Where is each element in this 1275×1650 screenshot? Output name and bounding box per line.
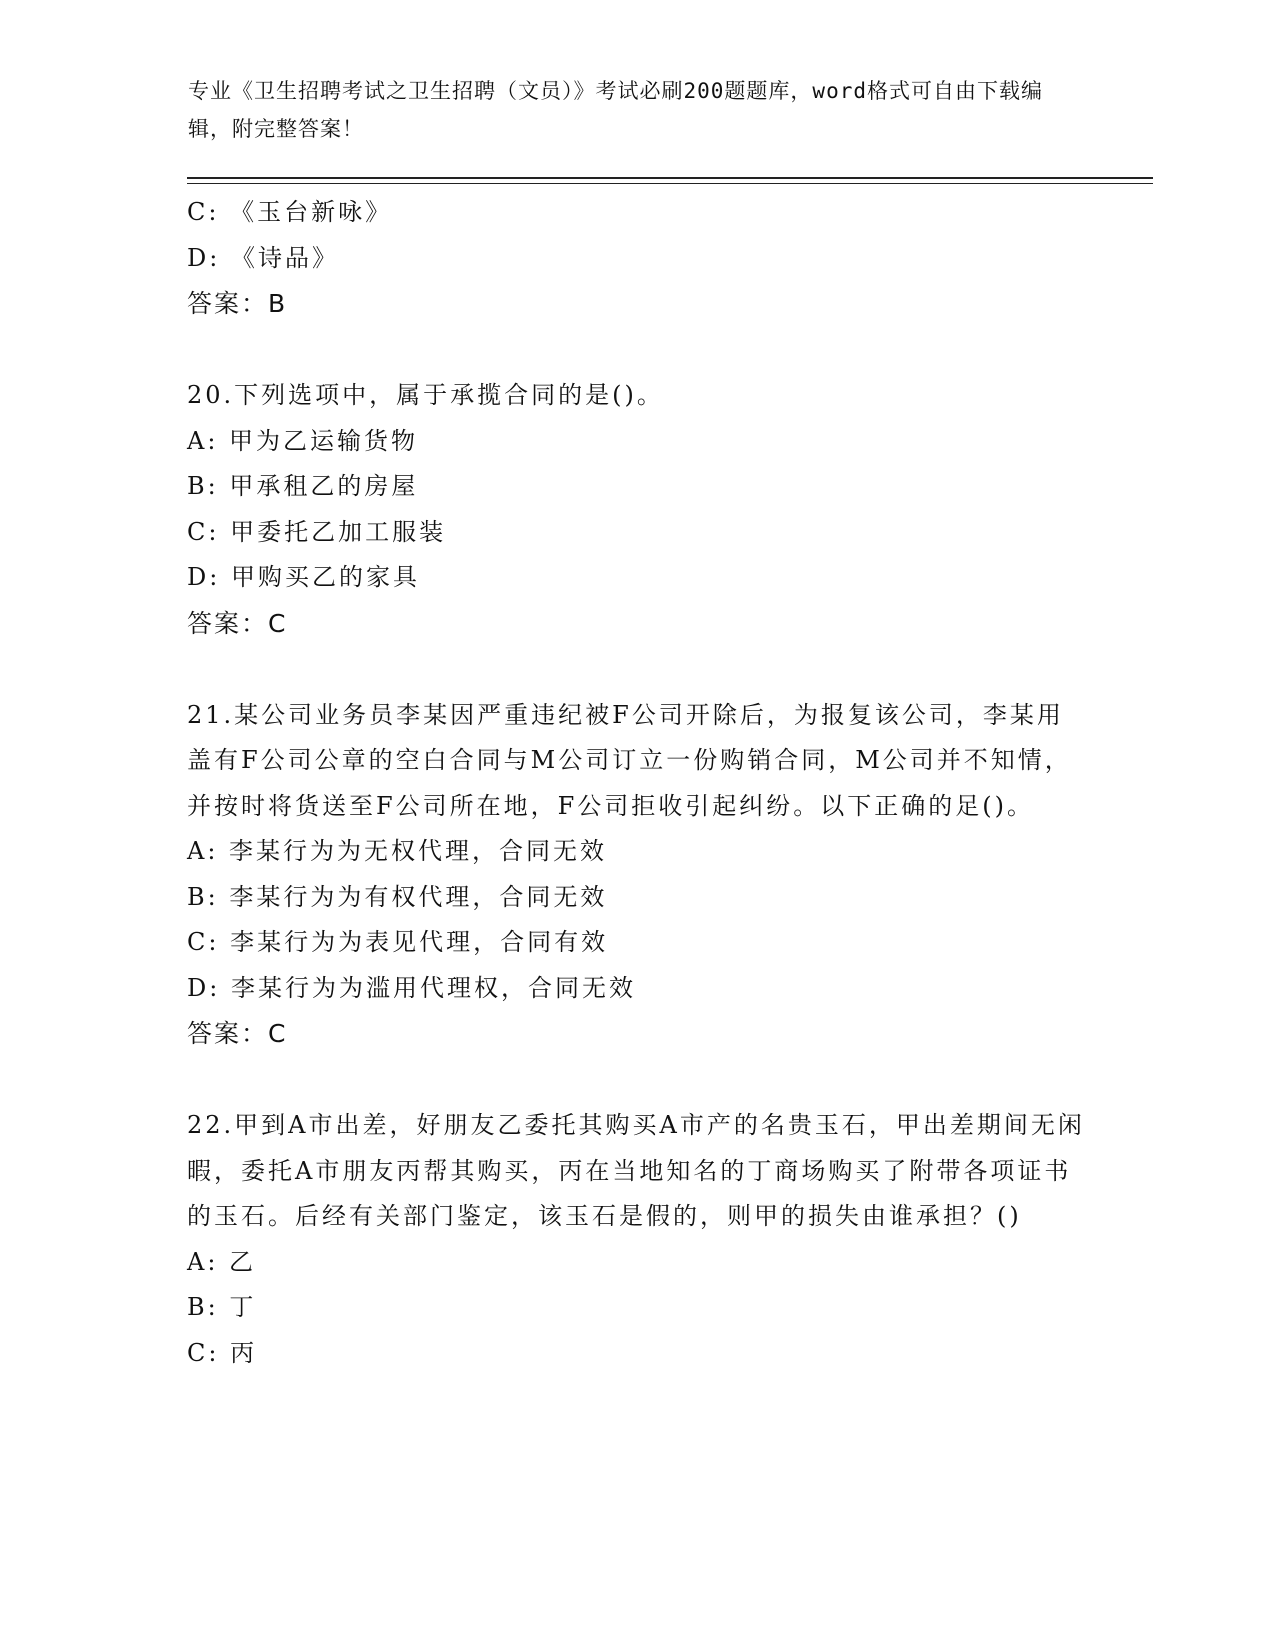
option-d: D: 李某行为为滥用代理权，合同无效 [187,973,636,1002]
question-text: 22.甲到A市出差，好朋友乙委托其购买A市产的名贵玉石，甲出差期间无闲暇，委托A市朋友丙帮其购买，丙在当地知名的丁商场购买了附带各项证书的玉石。后经有关部门鉴定，该玉石是假的，则甲的损失由谁承担？() [187,1111,1085,1230]
question-20 [187,373,1087,647]
document-body [187,190,1087,1376]
option-a: A: 乙 [187,1247,257,1276]
question-text: 21.某公司业务员李某因严重违纪被F公司开除后，为报复该公司，李某用盖有F公司公章的空白合同与M公司订立一份购销合同，M公司并不知情，并按时将货送至F公司所在地，F公司拒收引起纠纷。以下正确的足()。 [187,700,1072,820]
option-b: B: 丁 [187,1293,257,1321]
answer-line: 答案：B [187,289,288,318]
option-c: C: 甲委托乙加工服装 [187,517,447,546]
spacer [187,1057,1087,1103]
question-21 [187,693,1087,1058]
question-text: 20.下列选项中，属于承揽合同的是()。 [187,381,664,409]
header-rule-thin [187,183,1153,184]
answer-line: 答案：C [187,1019,288,1048]
spacer [187,647,1087,693]
option-b: B: 甲承租乙的房屋 [187,472,419,500]
spacer [187,327,1087,373]
option-c: C: 丙 [187,1338,258,1367]
option-c: C: 李某行为为表见代理，合同有效 [187,928,609,956]
header-rule-thick [187,177,1153,179]
option-a: A: 甲为乙运输货物 [187,426,419,455]
previous-question-tail [187,190,1087,327]
answer-line: 答案：C [187,608,288,638]
document-header: 专业《卫生招聘考试之卫生招聘（文员）》考试必刷200题题库，word格式可自由下载编辑，附完整答案！ [188,79,1043,141]
option-d: D: 《诗品》 [187,243,339,272]
option-d: D: 甲购买乙的家具 [187,563,420,591]
option-a: A: 李某行为为无权代理，合同无效 [187,837,608,865]
question-22 [187,1103,1087,1376]
option-b: B: 李某行为为有权代理，合同无效 [187,882,608,911]
option-c: C: 《玉台新咏》 [187,198,393,226]
